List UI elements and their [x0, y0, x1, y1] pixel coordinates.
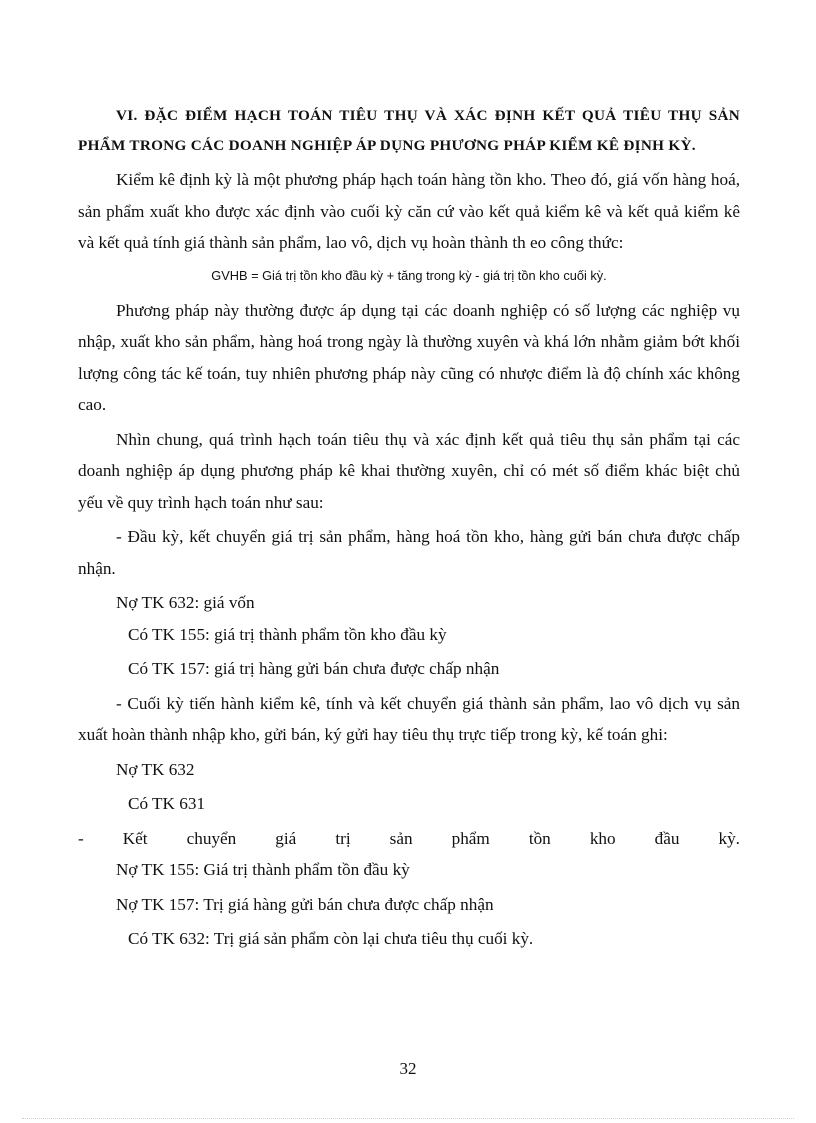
entry-credit-155: Có TK 155: giá trị thành phẩm tồn kho đầu kỳ	[128, 624, 447, 644]
paragraph-usage: Phương pháp này thường được áp dụng tại các doanh nghiệp có số lượng các nghiệp vụ nhập, xuất kho sản phẩm, hàng hoá trong ngày là thường xuyên và khá lớn nhằm giảm bớt khối lượng công tác kế toán, tuy nhiên phương pháp này cũng có nhược điểm là độ chính xác không cao.	[78, 300, 740, 414]
transfer-word: trị	[335, 828, 351, 848]
transfer-word: kho	[589, 828, 616, 848]
transfer-word: -	[78, 828, 84, 848]
section-heading: VI. ĐẶC ĐIỂM HẠCH TOÁN TIÊU THỤ VÀ XÁC ĐỊNH KẾT QUẢ TIÊU THỤ SẢN PHẨM TRONG CÁC DOANH NGHIỆP ÁP DỤNG PHƯƠNG PHÁP KIỂM KÊ ĐỊNH KỲ.	[78, 107, 740, 154]
paragraph-overview: Nhìn chung, quá trình hạch toán tiêu thụ và xác định kết quả tiêu thụ sản phẩm tại các doanh nghiệp áp dụng phương pháp kê khai thường xuyên, chỉ có mét số điểm khác biệt chủ yếu về quy trình hạch toán như sau:	[78, 429, 740, 512]
transfer-word: tồn	[528, 828, 551, 848]
transfer-word: giá	[275, 828, 297, 848]
page-content	[78, 101, 740, 955]
paragraph-intro: Kiểm kê định kỳ là một phương pháp hạch toán hàng tồn kho. Theo đó, giá vốn hàng hoá, sản phẩm xuất kho được xác định vào cuối kỳ căn cứ vào kết quả kiểm kê và kết quả kiểm kê và kết quả tính giá thành sản phẩm, lao vô, dịch vụ hoàn thành th eo công thức:	[78, 170, 740, 252]
formula-gvhb: GVHB = Giá trị tồn kho đầu kỳ + tăng trong kỳ - giá trị tồn kho cuối kỳ.	[211, 267, 607, 283]
transfer-word: Kết	[122, 828, 148, 848]
transfer-word: đầu	[654, 828, 680, 848]
entry-debit-157: Nợ TK 157: Trị giá hàng gửi bán chưa được chấp nhận	[116, 894, 494, 914]
transfer-word: chuyển	[186, 828, 237, 848]
entry-credit-632: Có TK 632: Trị giá sản phẩm còn lại chưa tiêu thụ cuối kỳ.	[128, 929, 534, 948]
transfer-word: sản	[389, 828, 413, 848]
entry-credit-631: Có TK 631	[128, 794, 206, 813]
paragraph-end-period: - Cuối kỳ tiến hành kiểm kê, tính và kết chuyển giá thành sản phẩm, lao vô dịch vụ sản xuất hoàn thành nhập kho, gửi bán, ký gửi hay tiêu thụ trực tiếp trong kỳ, kế toán ghi:	[78, 693, 740, 744]
entry-debit-632: Nợ TK 632: giá vốn	[116, 593, 255, 612]
paragraph-beginning-period: - Đầu kỳ, kết chuyển giá trị sản phẩm, hàng hoá tồn kho, hàng gửi bán chưa được chấp nhận.	[78, 527, 740, 578]
entry-debit-155: Nợ TK 155: Giá trị thành phẩm tồn đầu kỳ	[116, 860, 410, 879]
entry-debit-632-b: Nợ TK 632	[116, 759, 195, 779]
footer-divider	[22, 1118, 794, 1119]
transfer-word: phẩm	[451, 828, 490, 848]
page-number: 32	[399, 1059, 417, 1078]
transfer-line	[78, 823, 740, 855]
transfer-word: kỳ.	[718, 828, 740, 848]
entry-credit-157: Có TK 157: giá trị hàng gửi bán chưa được chấp nhận	[128, 659, 500, 678]
